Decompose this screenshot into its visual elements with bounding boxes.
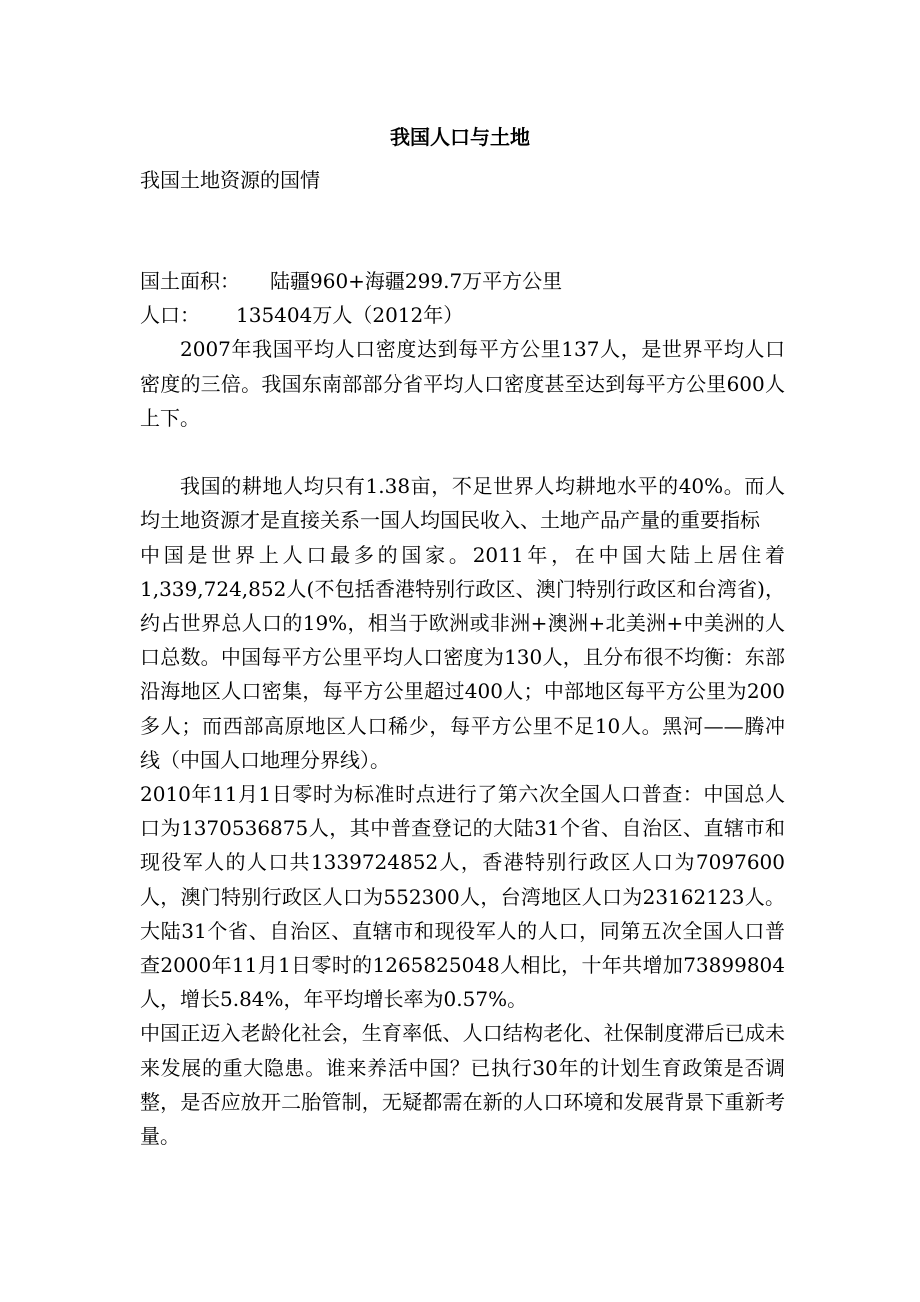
paragraph-aging: 中国正迈入老龄化社会，生育率低、人口结构老化、社保制度滞后已成未来发展的重大隐患。谁来养活中国？已执行30年的计划生育政策是否调整，是否应放开二胎管制，无疑都需在新的人口环境和发展背景下重新考量。 <box>140 1021 785 1149</box>
document-subtitle: 我国土地资源的国情 <box>140 168 320 192</box>
document-body <box>140 264 785 1153</box>
population-value: 135404万人（2012年） <box>236 303 464 328</box>
paragraph-population-2011: 中国是世界上人口最多的国家。2011年，在中国大陆上居住着1,339,724,852人(不包括香港特别行政区、澳门特别行政区和台湾省)，约占世界总人口的19%，相当于欧洲或非洲+澳洲+北美洲+中美洲的人口总数。中国每平方公里平均人口密度为130人，且分布很不均衡：东部沿海地区人口密集，每平方公里超过400人；中部地区每平方公里为200多人；而西部高原地区人口稀少，每平方公里不足10人。黑河——腾冲线（中国人口地理分界线）。 <box>140 542 785 772</box>
population-row <box>140 298 785 332</box>
paragraph-farmland: 我国的耕地人均只有1.38亩，不足世界人均耕地水平的40%。而人均土地资源才是直接关系一国人均国民收入、土地产品产量的重要指标 <box>140 474 785 533</box>
paragraph-census-2010: 2010年11月1日零时为标准时点进行了第六次全国人口普查：中国总人口为1370536875人，其中普查登记的大陆31个省、自治区、直辖市和现役军人的人口共1339724852人，香港特别行政区人口为7097600人，澳门特别行政区人口为552300人，台湾地区人口为23162123人。大陆31个省、自治区、直辖市和现役军人的人口，同第五次全国人口普查2000年11月1日零时的1265825048人相比，十年共增加73899804人，增长5.84%，年平均增长率为0.57%。 <box>140 782 785 1012</box>
land-area-label: 国土面积： <box>140 269 240 293</box>
population-label: 人口： <box>140 303 200 328</box>
paragraph-density: 2007年我国平均人口密度达到每平方公里137人，是世界平均人口密度的三倍。我国东南部部分省平均人口密度甚至达到每平方公里600人上下。 <box>140 337 785 430</box>
document-title: 我国人口与土地 <box>390 125 530 149</box>
blank-line <box>140 435 785 469</box>
land-area-row <box>140 264 785 298</box>
land-area-value: 陆疆960+海疆299.7万平方公里 <box>270 269 563 293</box>
